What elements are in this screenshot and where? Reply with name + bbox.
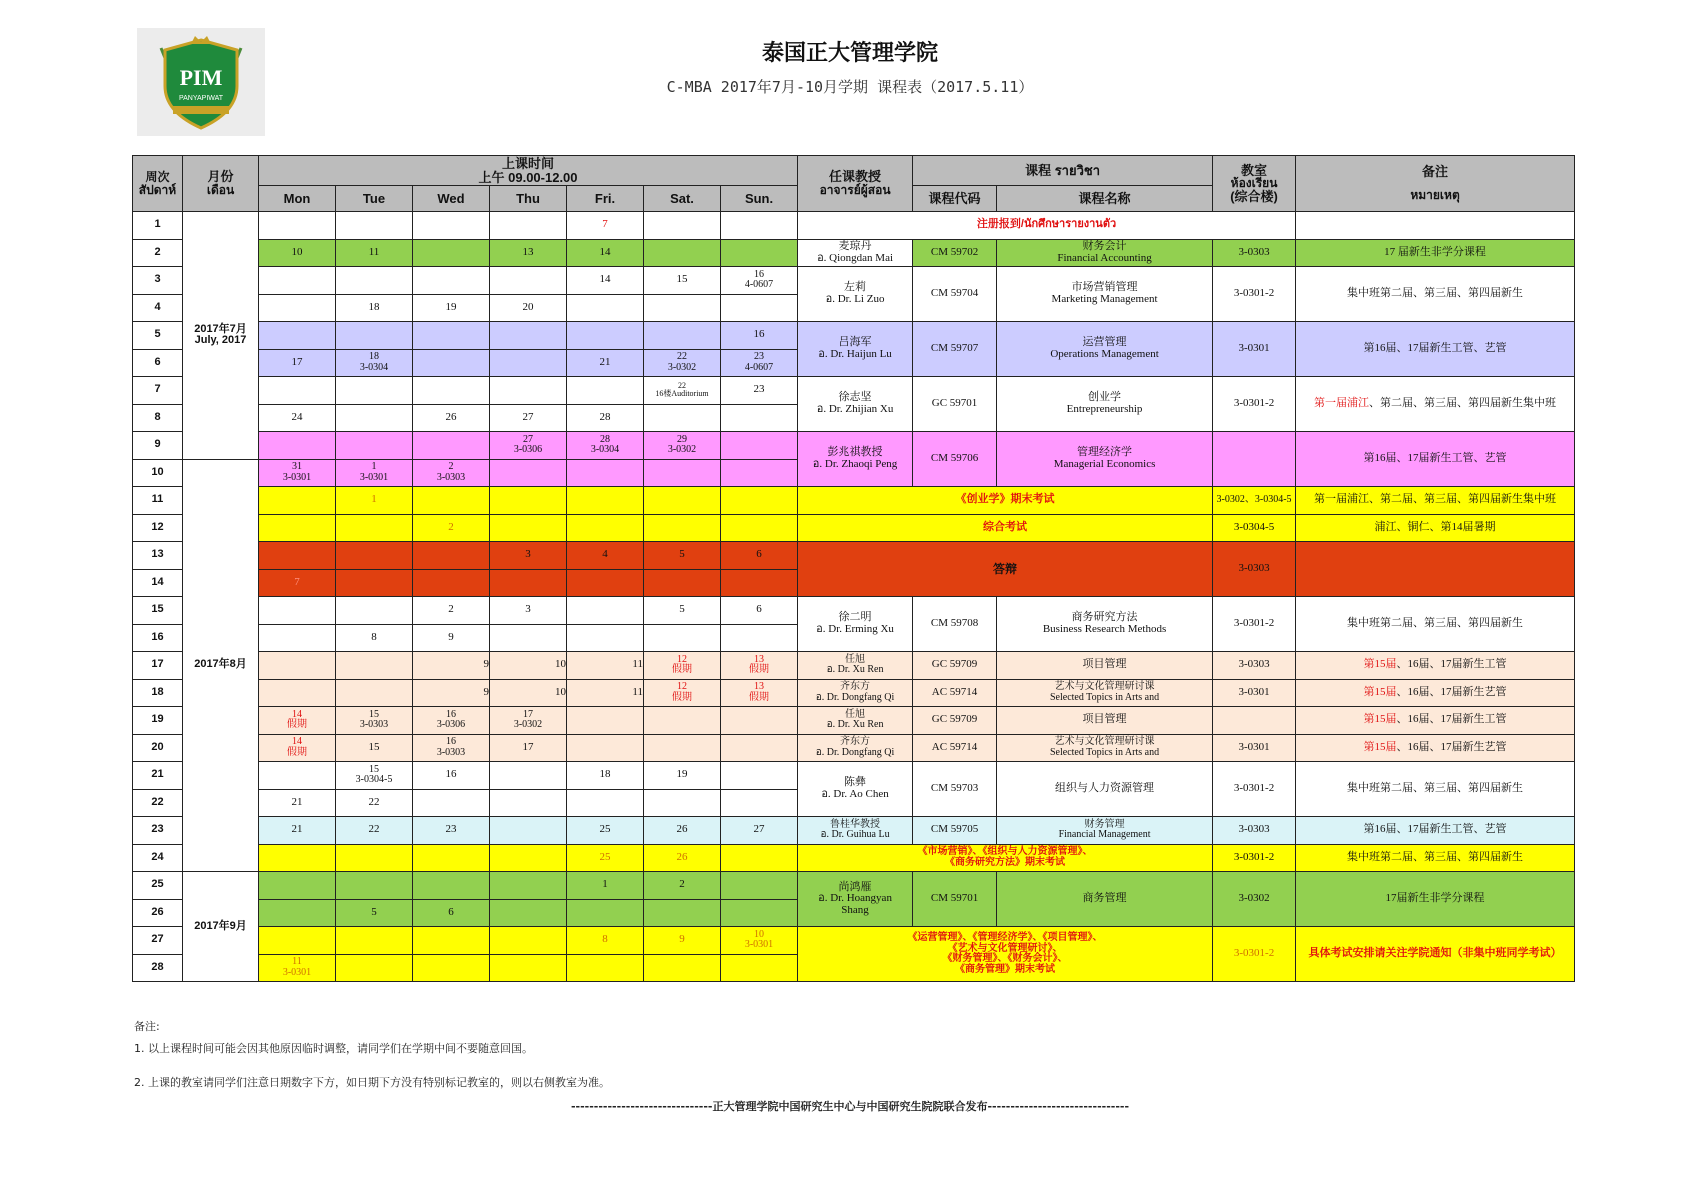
table-row: 17 9 10 11 12 假期 13 假期 任旭 อ. Dr. Xu Ren GC 59709 项目管理 3-0303 第15届、16届、17届新生工管 [133, 652, 1575, 680]
table-row: 16 8 9 [133, 624, 1575, 652]
defense-note: 答辩 [798, 542, 1213, 597]
table-row: 23 21 22 23 25 26 27 鲁桂华教授 อ. Dr. Guihua Lu CM 59705 财务管理 Financial Management 3-0303 第16届、17届新生工管、艺管 [133, 817, 1575, 845]
final-exam-note: 《运营管理》、《管理经济学》、《项目管理》、 《艺术与文化管理研讨》、 《财务管理》、《财务会计》、 《商务管理》期末考试 [798, 927, 1213, 982]
table-row: 25 2017年9月 1 2 尚鸿雁 อ. Dr. Hoangyan Shang CM 59701 商务管理 3-0302 17届新生非学分课程 [133, 872, 1575, 900]
month-september: 2017年9月 [183, 872, 259, 982]
page-title: 泰国正大管理学院 [761, 41, 938, 66]
header-remark: 备注 หมายเหตุ [1296, 156, 1575, 212]
header-day-wed: Wed [413, 186, 490, 212]
header-day-fri: Fri. [567, 186, 644, 212]
exam-note: 《创业学》期末考试 [798, 487, 1213, 515]
table-row: 15 2 3 5 6 徐二明 อ. Dr. Erming Xu CM 59708 商务研究方法 Business Research Methods 3-0301-2 集中班第二届、第三届、第四届新生 [133, 597, 1575, 625]
header-course-code: 课程代码 [913, 186, 997, 212]
table-row: 8 24 26 27 28 [133, 404, 1575, 432]
table-row: 22 21 22 [133, 789, 1575, 817]
header-professor: 任课教授 อาจารย์ผู้สอน [798, 156, 913, 212]
notes-section [134, 1018, 610, 1108]
header-course: 课程 รายวิชา [913, 156, 1213, 186]
table-row: 27 8 9 10 3-0301 《运营管理》、《管理经济学》、《项目管理》、 《艺术与文化管理研讨》、 《财务管理》、《财务会计》、 《商务管理》期末考试 3-0301-2 具体考试安排请关注学院通知（非集中班同学考试） [133, 927, 1575, 955]
note-2: 2. 上课的教室请同学们注意日期数字下方，如日期下方没有特别标记教室的，则以右侧教室为准。 [134, 1076, 610, 1089]
table-row: 20 14 假期 15 16 3-0303 17 齐东方 อ. Dr. Dongfang Qi AC 59714 艺术与文化管理研讨课 Selected Topics in Arts and 3-0301 第15届、16届、17届新生艺管 [133, 734, 1575, 762]
header-day-sat: Sat. [644, 186, 721, 212]
header-time: 上课时间 上午 09.00-12.00 [259, 156, 798, 186]
institution-logo [137, 28, 265, 136]
header-day-tue: Tue [336, 186, 413, 212]
table-row: 24 25 26 《市场营销》、《组织与人力资源管理》、 《商务研究方法》期末考试 3-0301-2 集中班第二届、第三届、第四届新生 [133, 844, 1575, 872]
table-row: 12 2 综合考试 3-0304-5 浦江、铜仁、第14届暑期 [133, 514, 1575, 542]
logo-text: PIM [179, 65, 223, 90]
header-course-name: 课程名称 [997, 186, 1213, 212]
table-row: 7 22 16楼Auditorium 23 徐志坚 อ. Dr. Zhijian Xu GC 59701 创业学 Entrepreneurship 3-0301-2 第一届浦江、第二届、第三届、第四届新生集中班 [133, 377, 1575, 405]
table-row: 21 15 3-0304-5 16 18 19 陈彝 อ. Dr. Ao Chen CM 59703 组织与人力资源管理 3-0301-2 集中班第二届、第三届、第四届新生 [133, 762, 1575, 790]
header-day-mon: Mon [259, 186, 336, 212]
header-month: 月份 เดือน [183, 156, 259, 212]
table-row: 6 17 18 3-0304 21 22 3-0302 23 4-0607 [133, 349, 1575, 377]
header-day-thu: Thu [490, 186, 567, 212]
table-row: 3 14 15 16 4-0607 左莉 อ. Dr. Li Zuo CM 59704 市场营销管理 Marketing Management 3-0301-2 集中班第二届、第三届、第四届新生 [133, 267, 1575, 295]
table-row: 26 5 6 [133, 899, 1575, 927]
notes-heading: 备注: [134, 1020, 160, 1033]
page-subtitle: C-MBA 2017年7月-10月学期 课程表（2017.5.11） [666, 78, 1034, 96]
table-row: 4 18 19 20 [133, 294, 1575, 322]
table-row: 5 16 吕海军 อ. Dr. Haijun Lu CM 59707 运营管理 Operations Management 3-0301 第16届、17届新生工管、艺管 [133, 322, 1575, 350]
table-row: 10 2017年8月 31 3-0301 1 3-0301 2 3-0303 [133, 459, 1575, 487]
footer-publisher: -------------------------------正大管理学院中国研究生中心与中国研究生院院联合发布------------------------------- [570, 1100, 1130, 1113]
table-row: 14 7 [133, 569, 1575, 597]
registration-note: 注册报到/นักศึกษารายงานตัว [798, 212, 1296, 240]
table-row: 1 2017年7月 July, 2017 7 注册报到/นักศึกษารายงานตัว [133, 212, 1575, 240]
table-row: 18 9 10 11 12 假期 13 假期 齐东方 อ. Dr. Dongfang Qi AC 59714 艺术与文化管理研讨课 Selected Topics in Arts and 3-0301 第15届、16届、17届新生艺管 [133, 679, 1575, 707]
table-row: 13 3 4 5 6 答辩 3-0303 [133, 542, 1575, 570]
month-august: 2017年8月 [183, 459, 259, 872]
schedule-table [132, 155, 1575, 982]
header-day-sun: Sun. [721, 186, 798, 212]
exam-note: 《市场营销》、《组织与人力资源管理》、 《商务研究方法》期末考试 [798, 844, 1213, 872]
table-row: 9 27 3-0306 28 3-0304 29 3-0302 彭兆祺教授 อ. Dr. Zhaoqi Peng CM 59706 管理经济学 Managerial Economics 第16届、17届新生工管、艺管 [133, 432, 1575, 460]
exam-note: 综合考试 [798, 514, 1213, 542]
header-week: 周次 สัปดาห์ [133, 156, 183, 212]
note-1: 1. 以上课程时间可能会因其他原因临时调整，请同学们在学期中间不要随意回国。 [134, 1042, 533, 1055]
table-row: 2 10 11 13 14 麦琼丹 อ. Qiongdan Mai CM 59702 财务会计 Financial Accounting 3-0303 17 届新生非学分课程 [133, 239, 1575, 267]
table-row: 11 1 《创业学》期末考试 3-0302、3-0304-5 第一届浦江、第二届、第三届、第四届新生集中班 [133, 487, 1575, 515]
table-row: 28 11 3-0301 [133, 954, 1575, 982]
logo-subtext: PANYAPIWAT [178, 95, 224, 102]
header-room: 教室 ห้องเรียน (综合楼) [1213, 156, 1296, 212]
month-july: 2017年7月 July, 2017 [183, 212, 259, 460]
table-row: 19 14 假期 15 3-0303 16 3-0306 17 3-0302 任旭 อ. Dr. Xu Ren GC 59709 项目管理 第15届、16届、17届新生工管 [133, 707, 1575, 735]
